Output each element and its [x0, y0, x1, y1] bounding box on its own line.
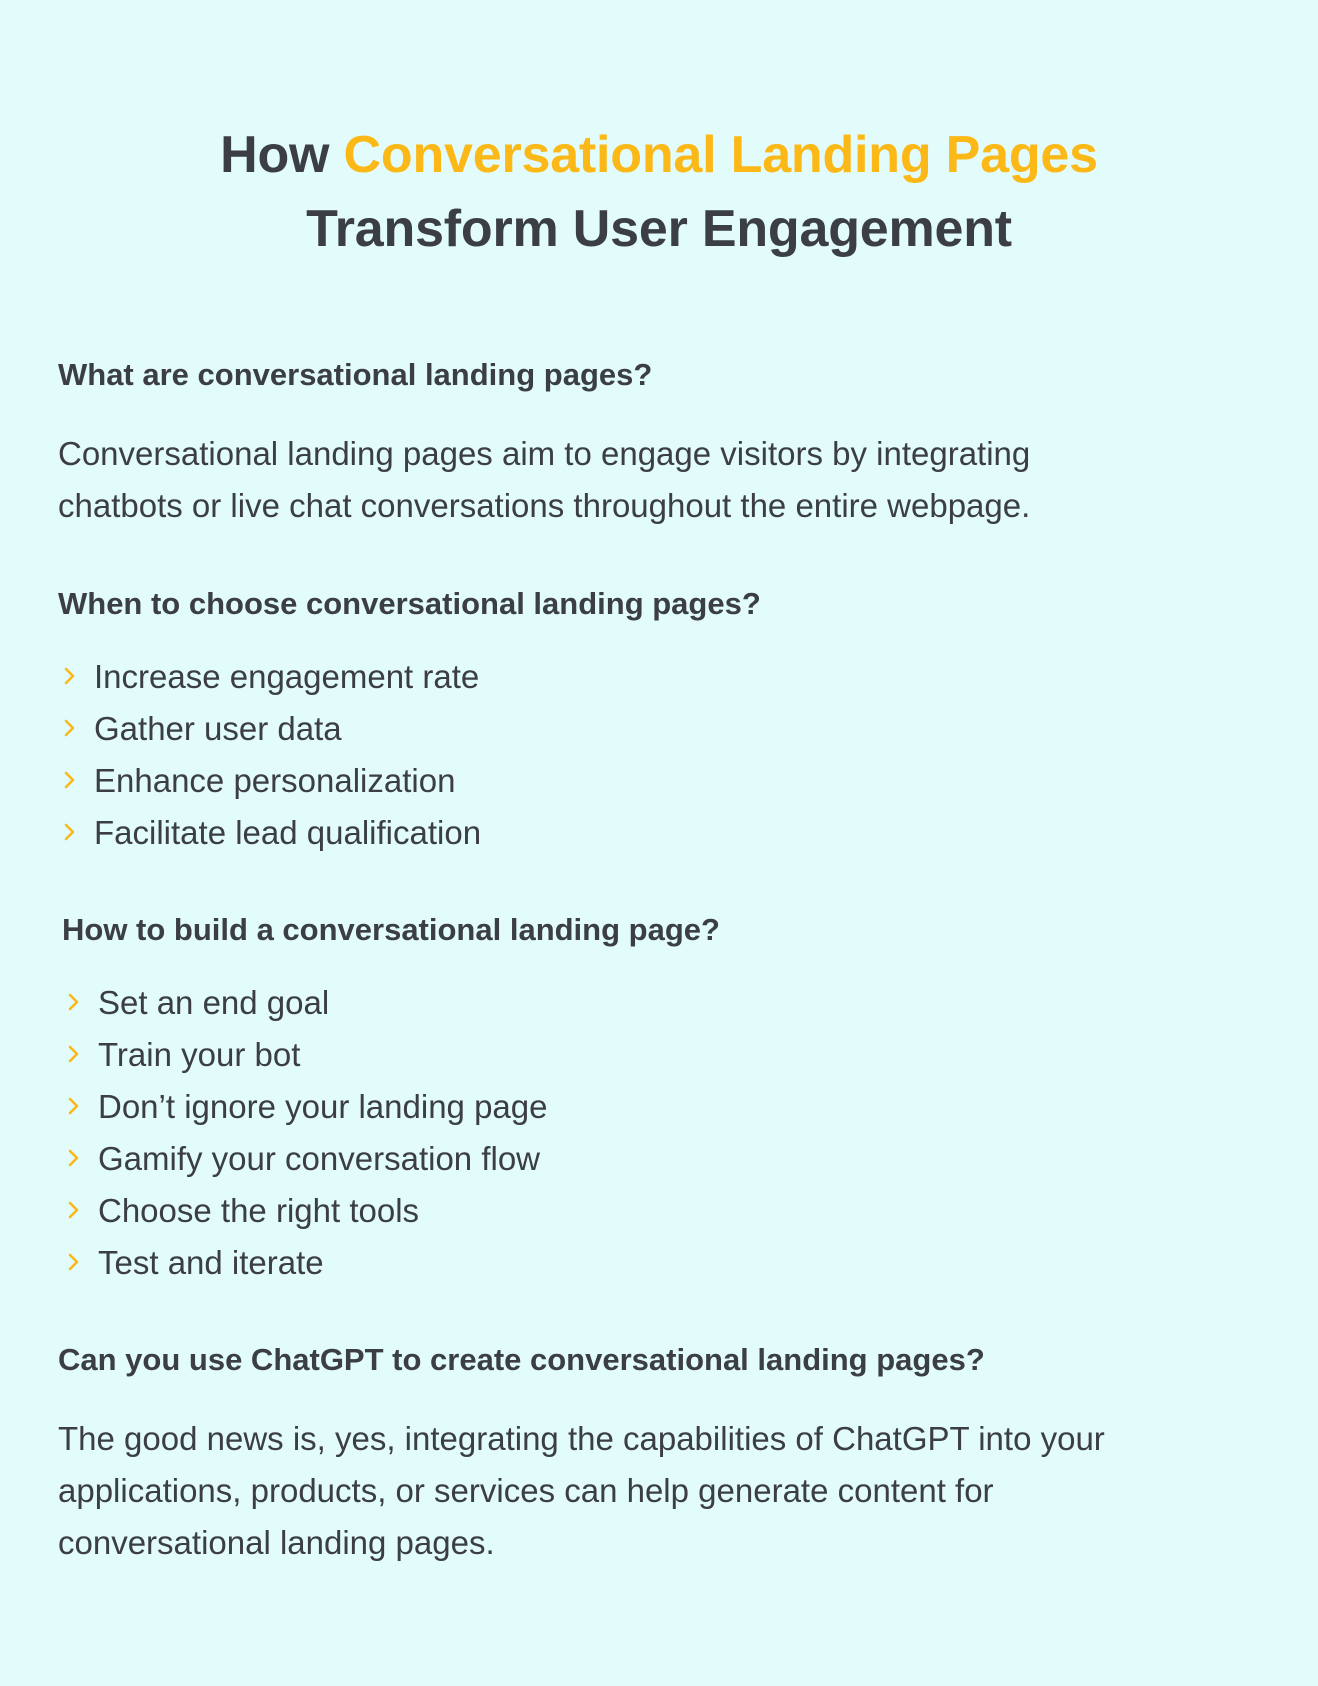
paragraph-chatgpt-line-2: applications, products, or services can help generate content for [58, 1472, 994, 1509]
chevron-right-icon [60, 770, 80, 790]
chevron-right-icon [64, 1200, 84, 1220]
chevron-right-icon [64, 1252, 84, 1272]
title-line-2: Transform User Engagement [306, 200, 1012, 258]
chevron-right-icon [64, 1096, 84, 1116]
section-how [62, 910, 1262, 950]
section-when [58, 584, 1258, 624]
section-when-list [58, 651, 1258, 859]
list-item [62, 977, 1262, 1029]
list-item-label: Train your bot [98, 1036, 301, 1073]
chevron-right-icon [64, 1148, 84, 1168]
section-what [58, 355, 1258, 395]
list-item-label: Don’t ignore your landing page [98, 1088, 548, 1125]
paragraph-chatgpt-line-1: The good news is, yes, integrating the capabilities of ChatGPT into your [58, 1420, 1105, 1457]
list-item [62, 1185, 1262, 1237]
chevron-right-icon [60, 666, 80, 686]
list-item [62, 1081, 1262, 1133]
chevron-right-icon [64, 992, 84, 1012]
list-item-label: Set an end goal [98, 984, 330, 1021]
title-accent: Conversational Landing Pages [343, 126, 1098, 184]
section-heading-what: What are conversational landing pages? [58, 357, 653, 392]
section-what-body [58, 428, 1258, 532]
page-title [0, 118, 1318, 266]
chevron-right-icon [60, 718, 80, 738]
list-item-label: Increase engagement rate [94, 658, 480, 695]
list-item-label: Choose the right tools [98, 1192, 420, 1229]
list-item [62, 1133, 1262, 1185]
paragraph-chatgpt-line-3: conversational landing pages. [58, 1524, 495, 1561]
section-heading-chatgpt: Can you use ChatGPT to create conversational landing pages? [58, 1342, 985, 1377]
section-chatgpt [58, 1340, 1258, 1380]
paragraph-what-line-2: chatbots or live chat conversations throughout the entire webpage. [58, 487, 1031, 524]
list-item-label: Enhance personalization [94, 762, 456, 799]
list-item [58, 807, 1258, 859]
list-item [62, 1029, 1262, 1081]
how-list [62, 977, 1262, 1289]
list-item [62, 1237, 1262, 1289]
section-heading-how: How to build a conversational landing page? [62, 912, 720, 947]
paragraph-what [58, 428, 1258, 532]
paragraph-what-line-1: Conversational landing pages aim to engage visitors by integrating [58, 435, 1031, 472]
when-list [58, 651, 1258, 859]
list-item-label: Gamify your conversation flow [98, 1140, 541, 1177]
section-heading-when: When to choose conversational landing pages? [58, 586, 761, 621]
chevron-right-icon [60, 822, 80, 842]
list-item [58, 651, 1258, 703]
chevron-right-icon [64, 1044, 84, 1064]
section-how-list [62, 977, 1262, 1289]
list-item-label: Facilitate lead qualification [94, 814, 482, 851]
section-chatgpt-body [58, 1413, 1258, 1569]
list-item-label: Test and iterate [98, 1244, 324, 1281]
list-item [58, 755, 1258, 807]
paragraph-chatgpt [58, 1413, 1258, 1569]
title-prefix: How [220, 126, 344, 184]
list-item [58, 703, 1258, 755]
list-item-label: Gather user data [94, 710, 342, 747]
